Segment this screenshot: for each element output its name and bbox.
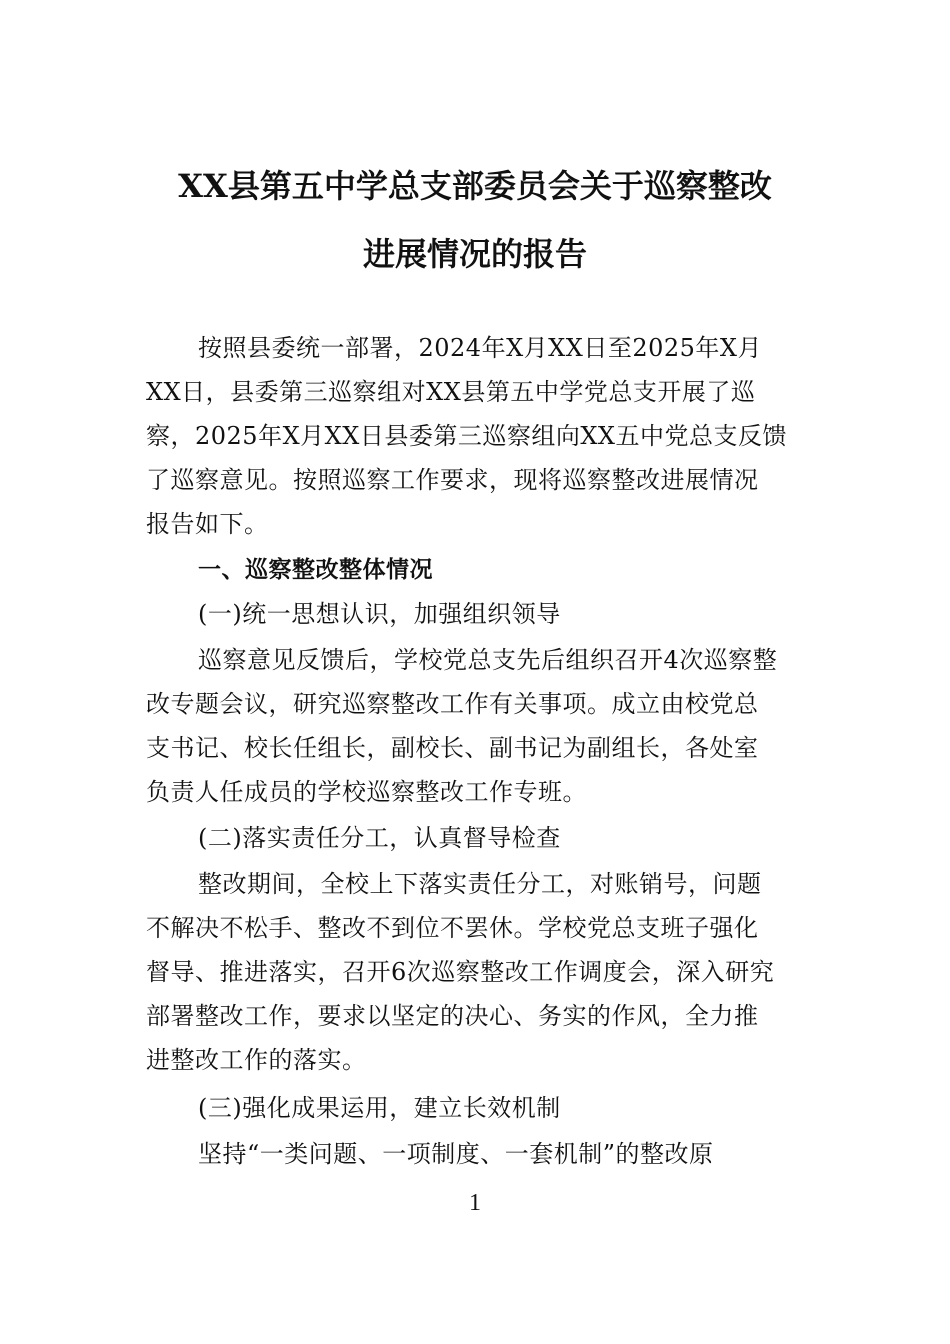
document-title-line-2: 进展情况的报告	[362, 235, 587, 273]
paragraph-1-line: XX日，县委第三巡察组对XX县第五中学党总支开展了巡	[146, 378, 756, 406]
paragraph-3-line: 整改期间，全校上下落实责任分工，对账销号，问题	[198, 870, 762, 898]
paragraph-2-line: 支书记、校长任组长，副校长、副书记为副组长，各处室	[146, 734, 759, 762]
subsection-2-heading: (二)落实责任分工，认真督导检查	[198, 824, 561, 852]
paragraph-3-line: 进整改工作的落实。	[146, 1046, 367, 1074]
paragraph-2-line: 巡察意见反馈后，学校党总支先后组织召开4次巡察整	[198, 646, 778, 674]
page-number: 1	[469, 1190, 481, 1216]
paragraph-4-line: 坚持“一类问题、一项制度、一套机制”的整改原	[198, 1140, 714, 1168]
paragraph-3-line: 督导、推进落实，召开6次巡察整改工作调度会，深入研究	[146, 958, 775, 986]
paragraph-3-line: 不解决不松手、整改不到位不罢休。学校党总支班子强化	[146, 914, 759, 942]
paragraph-1-line: 察，2025年X月XX日县委第三巡察组向XX五中党总支反馈	[146, 422, 788, 450]
paragraph-2-line: 负责人任成员的学校巡察整改工作专班。	[146, 778, 587, 806]
paragraph-2-line: 改专题会议，研究巡察整改工作有关事项。成立由校党总	[146, 690, 759, 718]
paragraph-1-line: 按照县委统一部署，2024年X月XX日至2025年X月	[198, 334, 762, 362]
paragraph-3-line: 部署整改工作，要求以坚定的决心、务实的作风，全力推	[146, 1002, 759, 1030]
section-1-heading: 一、巡察整改整体情况	[198, 557, 433, 583]
document-title-line-1: XX县第五中学总支部委员会关于巡察整改	[178, 167, 772, 205]
paragraph-1-line: 了巡察意见。按照巡察工作要求，现将巡察整改进展情况	[146, 466, 759, 494]
subsection-1-heading: (一)统一思想认识，加强组织领导	[198, 600, 561, 628]
subsection-3-heading: (三)强化成果运用，建立长效机制	[198, 1094, 561, 1122]
paragraph-1-line: 报告如下。	[146, 510, 269, 538]
